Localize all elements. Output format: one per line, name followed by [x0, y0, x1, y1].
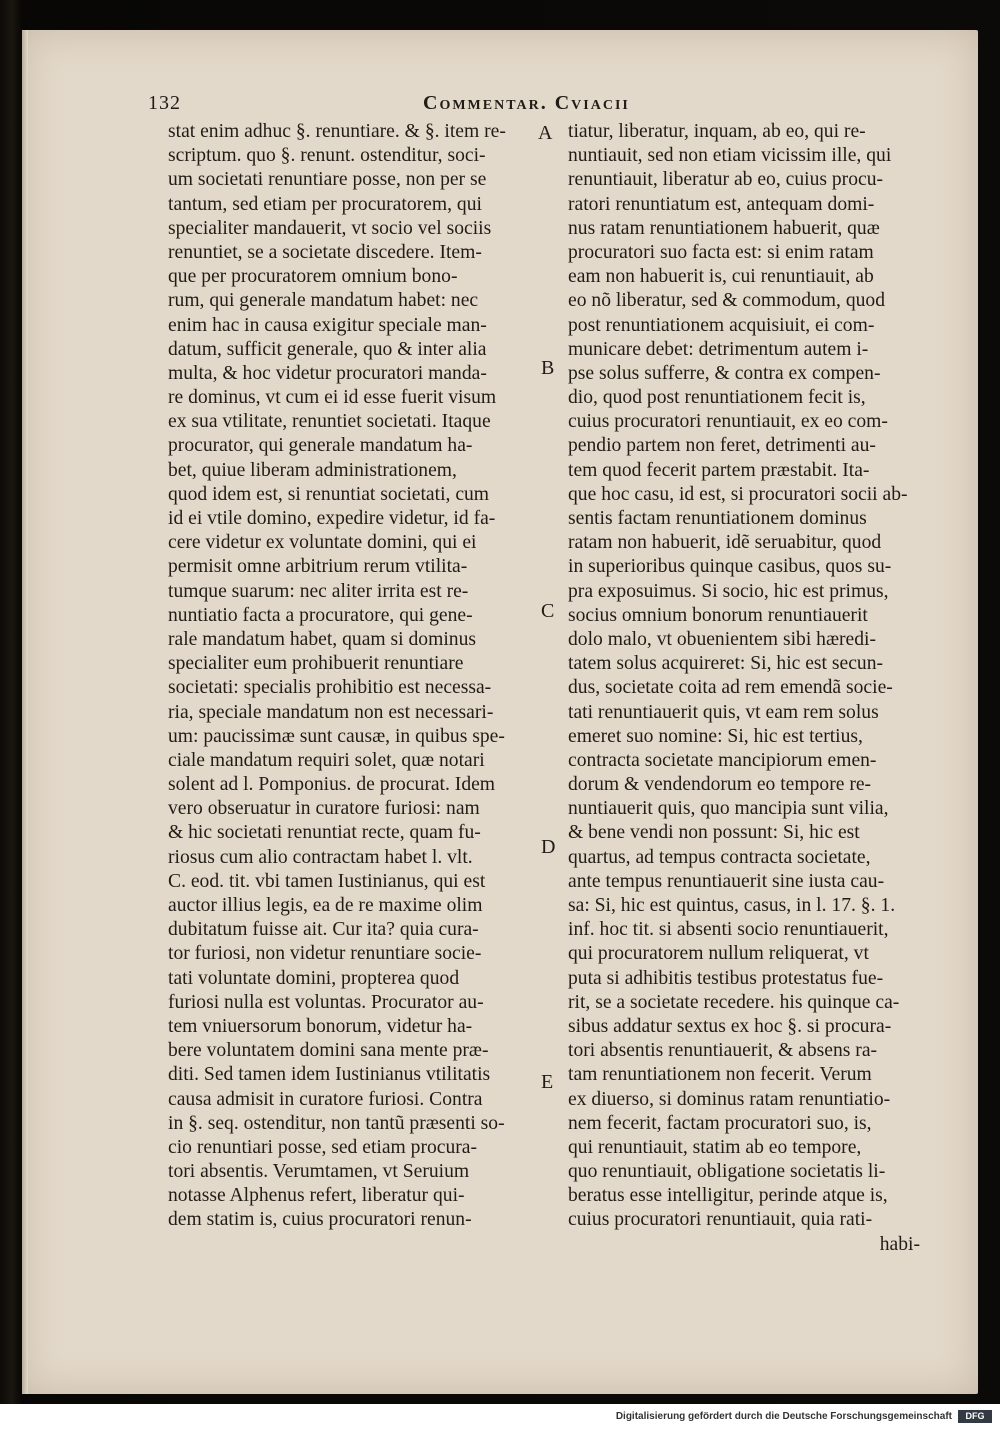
text-line: ex sua vtilitate, renuntiet societati. Itaque — [168, 411, 491, 433]
text-line: post renuntiationem acquisiuit, ei com- — [568, 314, 875, 336]
text-line: tori absentis renuntiauerit, & absens ra- — [568, 1040, 878, 1062]
text-line: dubitatum fuisse ait. Cur ita? quia cura- — [168, 919, 479, 941]
text-line: cuius procuratori renuntiauit, ex eo com- — [568, 411, 888, 433]
text-line: nuntiatio facta a procuratore, qui gene- — [168, 604, 473, 626]
text-line: quod idem est, si renuntiat societati, cum — [168, 483, 490, 505]
text-line: causa admisit in curatore furiosi. Contra — [168, 1088, 483, 1110]
text-line: tumque suarum: nec aliter irrita est re- — [168, 580, 469, 602]
text-line: que hoc casu, id est, si procuratori socii ab- — [568, 483, 908, 505]
text-line: dolo malo, vt obuenientem sibi hæredi- — [568, 628, 877, 650]
text-line: renuntiet, se a societate discedere. Item- — [168, 241, 482, 263]
text-line: riosus cum alio contractam habet l. vlt. — [168, 846, 473, 868]
text-line: qui renuntiauit, statim ab eo tempore, — [568, 1136, 862, 1158]
text-line: rale mandatum habet, quam si dominus — [168, 628, 476, 650]
text-line: nuntiauerit quis, quo mancipia sunt vilia, — [568, 798, 889, 820]
margin-marker-a: A — [538, 122, 553, 144]
text-line: vero obseruatur in curatore furiosi: nam — [168, 798, 480, 820]
margin-marker-c: C — [541, 600, 555, 622]
text-line: C. eod. tit. vbi tamen Iustinianus, qui est — [168, 870, 486, 892]
text-line: id ei vtile domino, expedire videtur, id fa- — [168, 508, 496, 529]
text-line: ratam non habuerit, idẽ seruabitur, quod — [568, 532, 882, 554]
text-line: cuius procuratori renuntiauit, quia rati- — [568, 1209, 873, 1231]
footer-credit: Digitalisierung gefördert durch die Deutsche Forschungsgemeinschaft — [615, 1411, 952, 1422]
footer-bar — [0, 1404, 1000, 1429]
text-line: solent ad l. Pomponius. de procurat. Idem — [168, 774, 496, 796]
text-line: tori absentis. Verumtamen, vt Seruium — [168, 1161, 470, 1183]
text-line: renuntiauit, liberatur ab eo, cuius procu- — [568, 169, 884, 191]
text-line: habi- — [879, 1233, 920, 1255]
text-line: cio renuntiari posse, sed etiam procura- — [168, 1136, 478, 1158]
text-line: emeret suo nomine: Si, hic est tertius, — [568, 725, 863, 747]
text-line: tem quod fecerit partem præstabit. Ita- — [568, 459, 870, 481]
text-line: puta si adhibitis testibus protestatus fue- — [568, 967, 884, 989]
text-line: procurator, qui generale mandatum ha- — [168, 435, 473, 457]
text-line: ex diuerso, si dominus ratam renuntiatio- — [568, 1088, 891, 1110]
text-line: sa: Si, hic est quintus, casus, in l. 17. §. 1. — [568, 895, 896, 916]
text-line: sentis factam renuntiationem dominus — [568, 508, 867, 529]
text-line: stat enim adhuc §. renuntiare. & §. item re- — [168, 121, 506, 142]
text-line: auctor illius legis, ea de re maxime olim — [168, 895, 483, 916]
text-line: furiosi nulla est voluntas. Procurator au- — [168, 991, 484, 1013]
text-line: municare debet: detrimentum autem i- — [568, 338, 869, 360]
left-text-column — [168, 120, 538, 1233]
text-line: tantum, sed etiam per procuratorem, qui — [168, 193, 482, 215]
margin-marker-d: D — [541, 836, 556, 858]
text-line: eo nõ liberatur, sed & commodum, quod — [568, 290, 886, 312]
text-line: multa, & hoc videtur procuratori manda- — [168, 362, 487, 384]
text-line: dio, quod post renuntiationem fecit is, — [568, 387, 866, 409]
text-line: rit, se a societate recedere. his quinque ca- — [568, 991, 900, 1013]
text-line: societati: specialis prohibitio est necessa- — [168, 677, 492, 699]
page-number: 132 — [148, 92, 181, 114]
text-line: pra exposuimus. Si socio, hic est primus, — [568, 580, 889, 602]
text-line: tem vniuersorum bonorum, videtur ha- — [168, 1015, 473, 1037]
text-line: bet, quiue liberam administrationem, — [168, 459, 457, 481]
text-line: notasse Alphenus refert, liberatur qui- — [168, 1185, 465, 1207]
text-line: um societati renuntiare posse, non per se — [168, 169, 487, 191]
text-line: quo renuntiauit, obligatione societatis li- — [568, 1161, 886, 1183]
text-line: cere videtur ex voluntate domini, qui ei — [168, 532, 477, 554]
text-line: pendio partem non feret, detrimenti au- — [568, 435, 876, 457]
text-line: bere voluntatem domini sana mente præ- — [168, 1040, 489, 1062]
text-line: contracta societate mancipiorum emen- — [568, 749, 877, 771]
text-line: sibus addatur sextus ex hoc §. si procura- — [568, 1015, 892, 1037]
text-line: nem fecerit, factam procuratori suo, is, — [568, 1112, 872, 1134]
text-line: dus, societate coita ad rem emendã socie- — [568, 677, 893, 699]
text-line: um: paucissimæ sunt causæ, in quibus spe- — [168, 725, 505, 747]
text-line: specialiter mandauerit, vt socio vel sociis — [168, 217, 492, 239]
text-line: qui procuratorem nullum reliquerat, vt — [568, 943, 869, 965]
right-text-column — [568, 120, 920, 1257]
text-line: & hic societati renuntiat recte, quam fu- — [168, 822, 481, 844]
text-line: enim hac in causa exigitur speciale man- — [168, 314, 487, 336]
text-line: ria, speciale mandatum non est necessari- — [168, 701, 494, 723]
text-line: tati renuntiauerit quis, vt eam rem solus — [568, 701, 879, 723]
text-line: re dominus, vt cum ei id esse fuerit visum — [168, 387, 497, 409]
text-line: dem statim is, cuius procuratori renun- — [168, 1209, 472, 1231]
text-line: beratus esse intelligitur, perinde atque is, — [568, 1185, 888, 1207]
text-line: tatem solus acquireret: Si, hic est secun- — [568, 653, 884, 675]
text-line: pse solus sufferre, & contra ex compen- — [568, 362, 881, 384]
text-line: datum, sufficit generale, quo & inter alia — [168, 338, 487, 360]
text-line: tiatur, liberatur, inquam, ab eo, qui re- — [568, 121, 866, 142]
text-line: permisit omne arbitrium rerum vtilita- — [168, 556, 468, 578]
text-line: ratori renuntiatum est, antequam domi- — [568, 193, 875, 215]
text-line: rum, qui generale mandatum habet: nec — [168, 290, 479, 312]
page-header — [148, 92, 728, 122]
text-line: eam non habuerit is, cui renuntiauit, ab — [568, 266, 874, 288]
text-line: tor furiosi, non videtur renuntiare socie- — [168, 943, 482, 965]
text-line: socius omnium bonorum renuntiauerit — [568, 604, 868, 626]
text-line: tam renuntiationem non fecerit. Verum — [568, 1064, 872, 1086]
text-line: procuratori suo facta est: si enim ratam — [568, 241, 874, 263]
text-line: dorum & vendendorum eo tempore re- — [568, 774, 872, 796]
text-line: inf. hoc tit. si absenti socio renuntiauerit, — [568, 919, 889, 941]
margin-marker-e: E — [541, 1071, 554, 1093]
text-line: nus ratam renuntiationem habuerit, quæ — [568, 217, 880, 239]
dfg-logo: DFG — [958, 1410, 992, 1423]
text-line: in superioribus quinque casibus, quos su- — [568, 556, 892, 578]
text-line: ante tempus renuntiauerit sine iusta cau- — [568, 870, 885, 892]
margin-marker-b: B — [541, 357, 555, 379]
text-line: scriptum. quo §. renunt. ostenditur, soci- — [168, 145, 486, 167]
text-line: que per procuratorem omnium bono- — [168, 266, 458, 288]
text-line: diti. Sed tamen idem Iustinianus vtilitatis — [168, 1064, 491, 1086]
running-title: Commentar. Cviacii — [423, 92, 630, 114]
text-line: in §. seq. ostenditur, non tantũ præsenti so- — [168, 1112, 505, 1134]
text-line: & bene vendi non possunt: Si, hic est — [568, 822, 860, 844]
text-line: nuntiauit, sed non etiam vicissim ille, qui — [568, 145, 892, 167]
text-line: ciale mandatum requiri solet, quæ notari — [168, 749, 485, 771]
text-line: specialiter eum prohibuerit renuntiare — [168, 653, 464, 675]
text-line: quartus, ad tempus contracta societate, — [568, 846, 871, 868]
text-line: tati voluntate domini, propterea quod — [168, 967, 460, 989]
